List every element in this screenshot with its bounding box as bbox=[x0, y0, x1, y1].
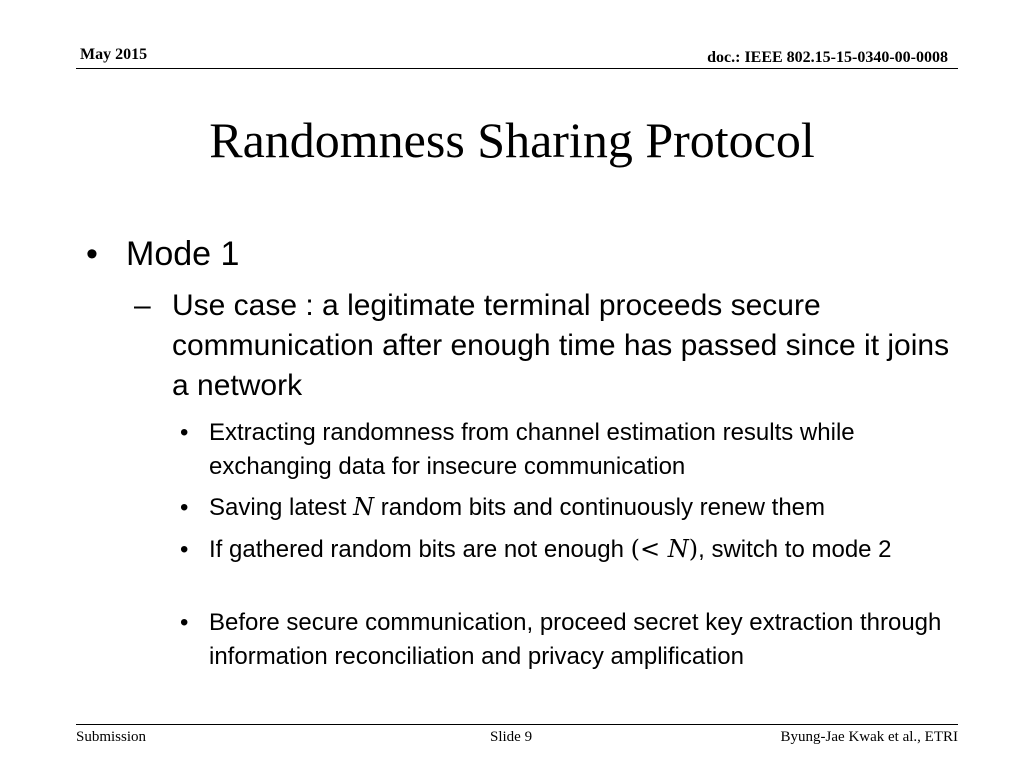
math-open: (< bbox=[630, 535, 668, 563]
bullet-level1-text: Mode 1 bbox=[126, 235, 240, 273]
bullet-dot-icon: • bbox=[180, 609, 189, 636]
bullet-dot-icon: • bbox=[180, 494, 189, 521]
bullet-dash-icon: – bbox=[134, 289, 151, 322]
bullet-level1 bbox=[86, 234, 239, 274]
bullet-level3-text: Before secure communication, proceed secret key extraction through information reconciliation and privacy amplification bbox=[209, 609, 942, 670]
bullet-dot-icon: • bbox=[180, 536, 189, 563]
bullet-level3-text-post: random bits and continuously renew them bbox=[374, 494, 826, 521]
math-variable: N bbox=[667, 535, 689, 563]
bullet-level3-item bbox=[180, 532, 969, 567]
footer-slide-number: Slide 9 bbox=[490, 729, 533, 745]
bullet-level3-text-post: , switch to mode 2 bbox=[698, 536, 892, 563]
bullet-level3-text: Extracting randomness from channel estimation results while exchanging data for insecure communication bbox=[209, 419, 855, 480]
bullet-dot-icon: • bbox=[86, 235, 98, 273]
header-doc-id: doc.: IEEE 802.15-15-0340-00-0008 bbox=[707, 49, 948, 66]
bullet-level3-item bbox=[180, 490, 969, 525]
footer-submission: Submission bbox=[76, 729, 147, 745]
bullet-level3-text-pre: Saving latest bbox=[209, 494, 354, 521]
math-close: ) bbox=[688, 535, 699, 563]
footer-author: Byung-Jae Kwak et al., ETRI bbox=[780, 729, 958, 745]
bullet-level3-text-pre: If gathered random bits are not enough bbox=[209, 536, 631, 563]
bullet-level2-text: Use case : a legitimate terminal proceeds secure communication after enough time has passed since it joins a network bbox=[172, 289, 950, 402]
bullet-level3-item bbox=[180, 416, 969, 484]
header-divider bbox=[76, 68, 958, 69]
header-date: May 2015 bbox=[80, 46, 148, 63]
footer-divider bbox=[76, 724, 958, 725]
bullet-level2 bbox=[134, 286, 962, 406]
bullet-level3-item bbox=[180, 606, 969, 674]
math-variable: N bbox=[353, 493, 375, 521]
slide-title: Randomness Sharing Protocol bbox=[209, 112, 815, 168]
bullet-dot-icon: • bbox=[180, 419, 189, 446]
